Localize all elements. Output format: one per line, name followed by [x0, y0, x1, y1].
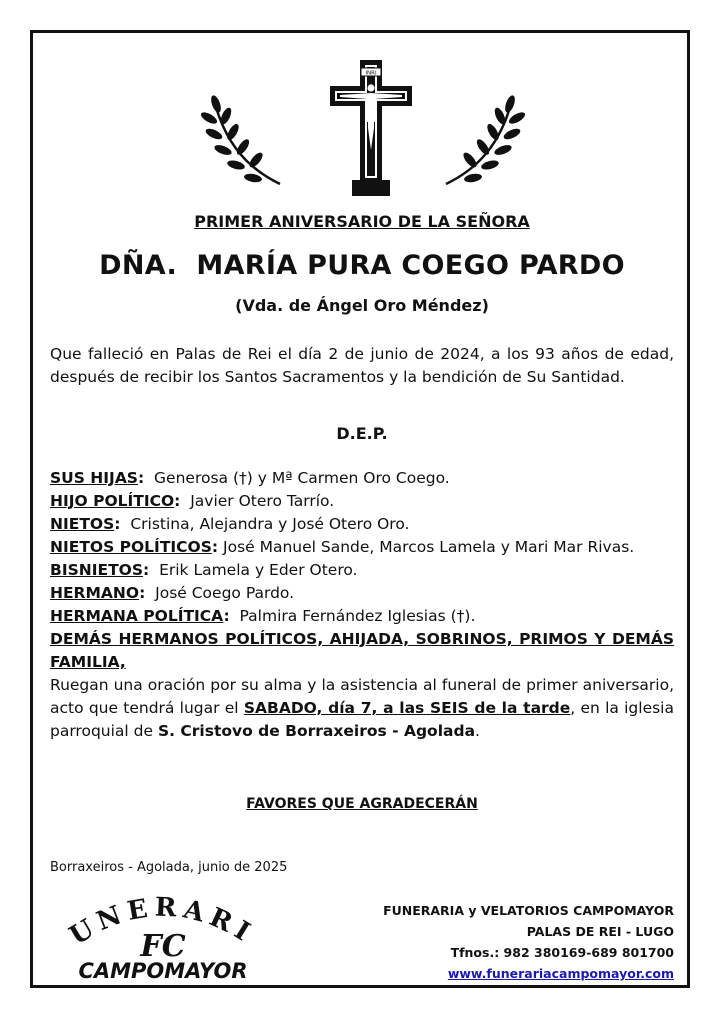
other-family-line: DEMÁS HERMANOS POLÍTICOS, AHIJADA, SOBRINOS, PRIMOS Y DEMÁS FAMILIA, — [50, 630, 674, 671]
company-location: PALAS DE REI - LUGO — [526, 924, 674, 939]
great-grandchildren-line: BISNIETOS: Erik Lamela y Eder Otero. — [50, 561, 358, 579]
widow-of: (Vda. de Ángel Oro Méndez) — [235, 296, 489, 315]
laurel-branch-left-icon — [196, 92, 286, 192]
grandchildren-line: NIETOS: Cristina, Alejandra y José Otero Oro. — [50, 515, 410, 533]
request-text-before: Ruegan una oración por su alma y la asistencia al funeral de primer aniversario, acto que tendrá lugar el — [50, 676, 674, 717]
funeral-home-logo — [52, 884, 274, 984]
crucifix-icon — [328, 58, 414, 198]
great-grandchildren-label: BISNIETOS — [50, 561, 143, 579]
great-grandchildren-value: Erik Lamela y Eder Otero. — [159, 561, 358, 579]
request-text-end: . — [475, 722, 480, 740]
son-in-law-line: HIJO POLÍTICO: Javier Otero Tarrío. — [50, 492, 335, 510]
request-church: S. Cristovo de Borraxeiros - Agolada — [157, 722, 476, 740]
sister-in-law-line: HERMANA POLÍTICA: Palmira Fernández Iglesias (†). — [50, 607, 476, 625]
grandchildren-in-law-value: José Manuel Sande, Marcos Lamela y Mari Mar Rivas. — [223, 538, 635, 556]
company-phones: Tfnos.: 982 380169-689 801700 — [450, 945, 674, 960]
inri-plaque: INRI — [365, 70, 377, 77]
daughters-line: SUS HIJAS: Generosa (†) y Mª Carmen Oro Coego. — [50, 469, 450, 487]
sister-in-law-value: Palmira Fernández Iglesias (†). — [239, 607, 476, 625]
daughters-value: Generosa (†) y Mª Carmen Oro Coego. — [154, 469, 450, 487]
family-section — [50, 467, 674, 743]
brother-line: HERMANO: José Coego Pardo. — [50, 584, 295, 602]
son-in-law-label: HIJO POLÍTICO — [50, 492, 175, 510]
daughters-label: SUS HIJAS — [50, 469, 138, 487]
logo-name: CAMPOMAYOR — [78, 959, 248, 983]
thanks-line: FAVORES QUE AGRADECERÁN — [246, 796, 478, 812]
deceased-name: DÑA. MARÍA PURA COEGO PARDO — [99, 250, 625, 281]
company-info — [383, 900, 674, 984]
company-website-link[interactable]: www.funerariacampomayor.com — [447, 966, 674, 981]
brother-value: José Coego Pardo. — [155, 584, 295, 602]
logo-arc-text: UNERARI — [64, 892, 261, 952]
grandchildren-value: Cristina, Alejandra y José Otero Oro. — [130, 515, 410, 533]
request-date-time: SABADO, día 7, a las SEIS de la tarde — [243, 699, 571, 717]
grandchildren-in-law-label: NIETOS POLÍTICOS — [50, 538, 212, 556]
grandchildren-label: NIETOS — [50, 515, 115, 533]
place-date: Borraxeiros - Agolada, junio de 2025 — [50, 860, 288, 875]
logo-monogram: FC — [140, 929, 186, 964]
son-in-law-value: Javier Otero Tarrío. — [190, 492, 335, 510]
company-name: FUNERARIA y VELATORIOS CAMPOMAYOR — [383, 903, 674, 918]
anniversary-heading: PRIMER ANIVERSARIO DE LA SEÑORA — [194, 212, 530, 231]
request-paragraph — [50, 674, 674, 743]
brother-label: HERMANO — [50, 584, 140, 602]
sister-in-law-label: HERMANA POLÍTICA — [50, 607, 224, 625]
request-text-middle: , en la iglesia parroquial de — [50, 699, 674, 740]
dep-heading: D.E.P. — [336, 424, 388, 443]
laurel-branch-right-icon — [440, 92, 530, 192]
intro-paragraph: Que falleció en Palas de Rei el día 2 de junio de 2024, a los 93 años de edad, después de recibir los Santos Sacramentos y la bendición de Su Santidad. — [50, 345, 674, 386]
grandchildren-in-law-line: NIETOS POLÍTICOS: José Manuel Sande, Marcos Lamela y Mari Mar Rivas. — [50, 538, 635, 556]
